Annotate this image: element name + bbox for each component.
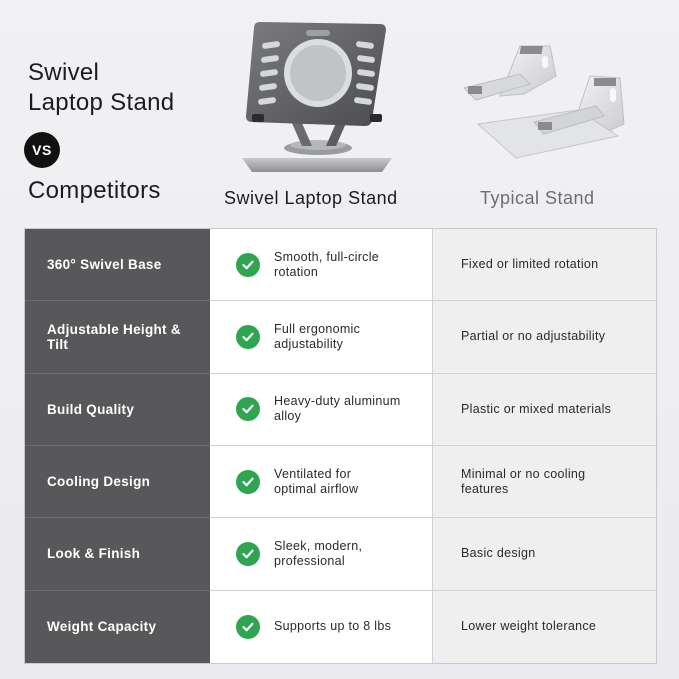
headline-line-2: Laptop Stand [28,89,175,116]
typical-cell: Fixed or limited rotation [433,229,656,301]
swivel-cell [210,591,433,663]
swivel-cell-text: Smooth, full-circle rotation [274,249,380,279]
swivel-cell [210,374,433,446]
feature-label: 360° Swivel Base [25,229,210,301]
typical-cell: Lower weight tolerance [433,591,656,663]
vs-badge: VS [24,132,60,168]
typical-cell: Partial or no adjustability [433,301,656,373]
swivel-stand-image [232,18,402,176]
swivel-cell [210,518,433,590]
feature-label: Weight Capacity [25,591,210,663]
headline-line-1: Swivel [28,59,100,86]
swivel-cell-text: Ventilated for optimal airflow [274,466,359,496]
swivel-cell [210,301,433,373]
swivel-cell [210,446,433,518]
swivel-cell-text: Sleek, modern, professional [274,538,363,568]
swivel-cell [210,229,433,301]
swivel-cell-text: Heavy-duty aluminum alloy [274,394,401,424]
typical-cell: Minimal or no cooling features [433,446,656,518]
headline-competitors: Competitors [28,177,161,204]
check-icon [236,542,260,566]
swivel-cell-text: Supports up to 8 lbs [274,619,392,634]
feature-label: Adjustable Height & Tilt [25,301,210,373]
check-icon [236,325,260,349]
headline [28,58,174,118]
feature-label: Build Quality [25,374,210,446]
comparison-table [24,228,657,664]
check-icon [236,615,260,639]
swivel-cell-text: Full ergonomic adjustability [274,321,361,351]
typical-stand-image [460,40,630,168]
check-icon [236,397,260,421]
column-heading-typical: Typical Stand [480,188,595,208]
check-icon [236,253,260,277]
column-heading-swivel: Swivel Laptop Stand [224,188,398,208]
typical-cell: Plastic or mixed materials [433,374,656,446]
check-icon [236,470,260,494]
feature-label: Cooling Design [25,446,210,518]
typical-cell: Basic design [433,518,656,590]
feature-label: Look & Finish [25,518,210,590]
